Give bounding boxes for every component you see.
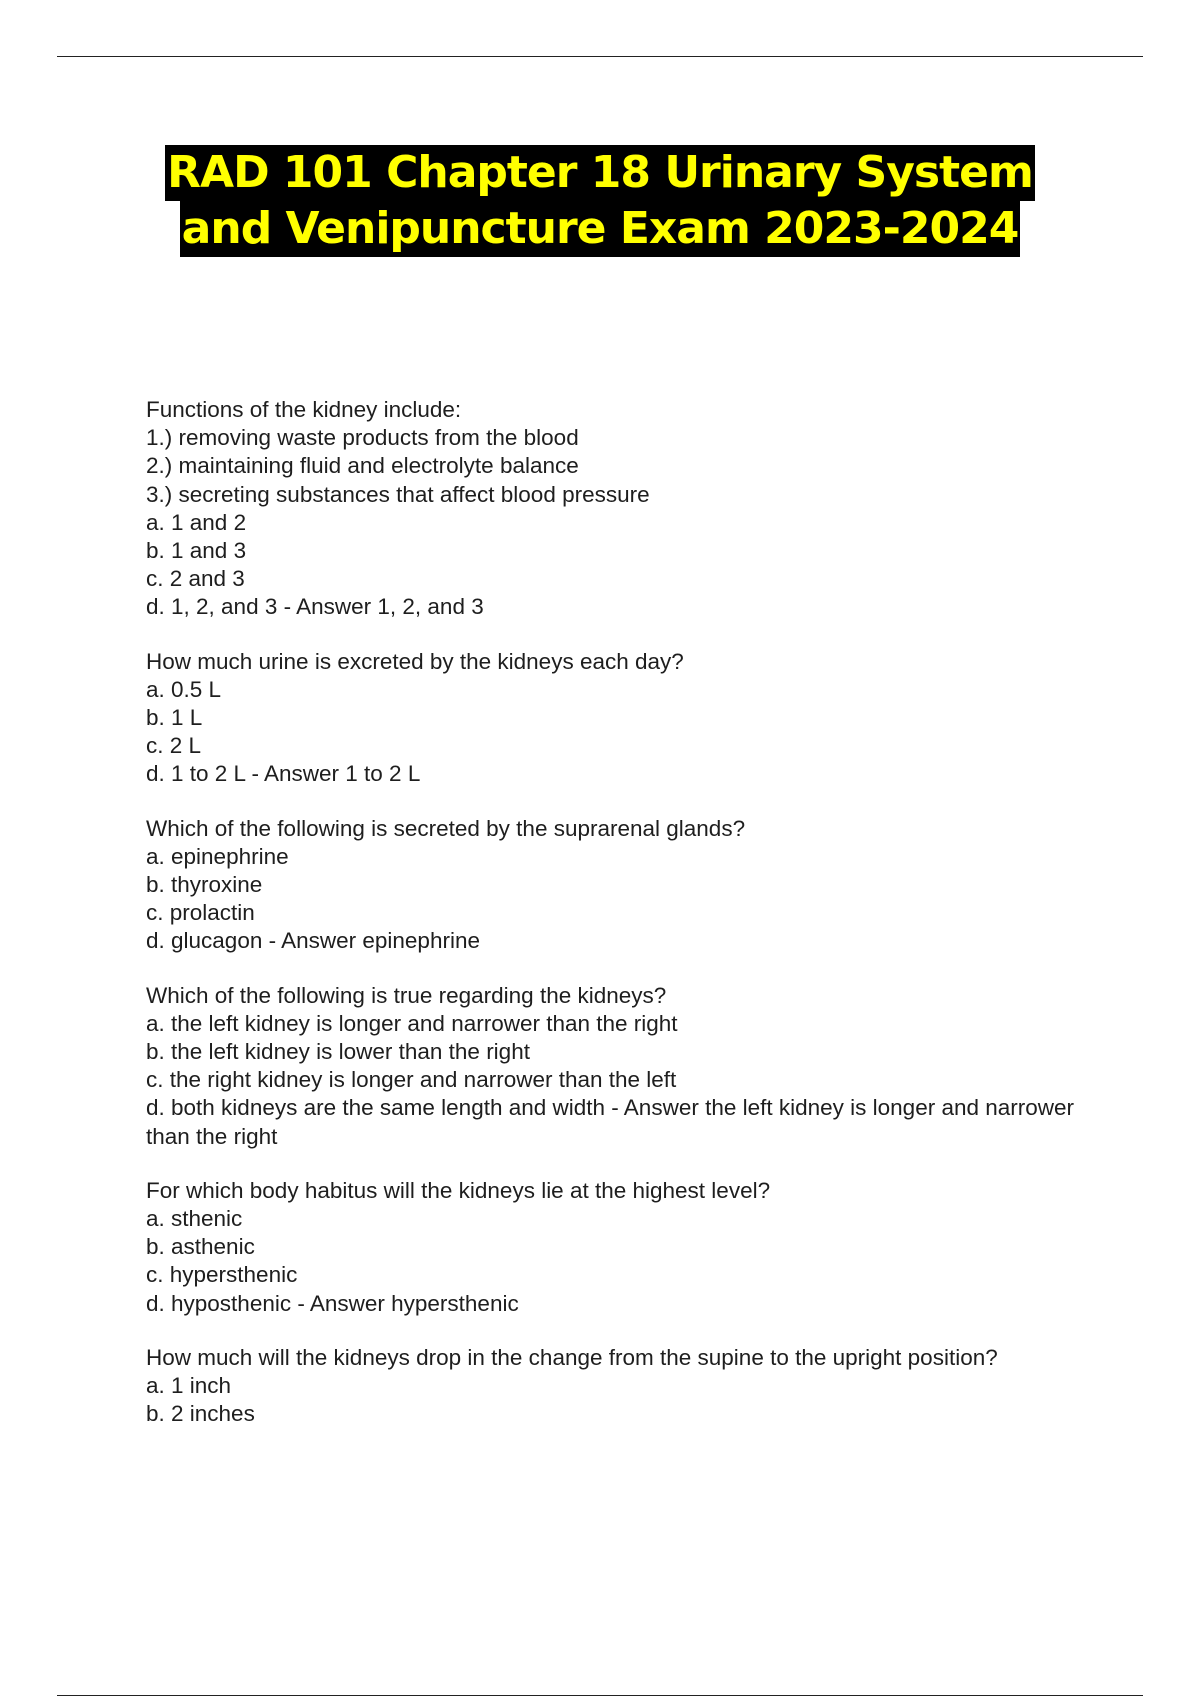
answer-option: b. asthenic <box>146 1234 255 1260</box>
answer-option: a. 1 inch <box>146 1373 232 1399</box>
answer-option-with-answer: d. glucagon - Answer epinephrine <box>146 928 480 954</box>
question-prompt: For which body habitus will the kidneys lie at the highest level? <box>146 1177 771 1203</box>
answer-option: b. thyroxine <box>146 872 263 898</box>
question-block-5 <box>146 1177 1086 1318</box>
answer-option-with-answer: d. hyposthenic - Answer hypersthenic <box>146 1290 519 1316</box>
top-rule <box>57 56 1143 57</box>
answer-option-with-answer: d. both kidneys are the same length and width - Answer the left kidney is longer and narrower than the right <box>146 1095 1075 1149</box>
question-prompt: Functions of the kidney include: <box>146 397 462 422</box>
answer-option: b. 1 L <box>146 705 203 731</box>
answer-option-with-answer: d. 1 to 2 L - Answer 1 to 2 L <box>146 761 421 787</box>
answer-option: b. 2 inches <box>146 1401 255 1427</box>
question-block-6 <box>146 1344 1086 1429</box>
question-statement: 2.) maintaining fluid and electrolyte balance <box>146 453 579 479</box>
question-prompt: Which of the following is secreted by the suprarenal glands? <box>146 815 746 841</box>
question-prompt: How much will the kidneys drop in the change from the supine to the upright position? <box>146 1344 998 1370</box>
question-block-4 <box>146 982 1086 1151</box>
answer-option: c. prolactin <box>146 900 255 926</box>
answer-option: a. epinephrine <box>146 843 289 869</box>
title-line-2: and Venipuncture Exam 2023-2024 <box>180 201 1021 257</box>
document-title <box>0 145 1200 257</box>
question-block-3 <box>146 815 1086 956</box>
answer-option: c. 2 L <box>146 733 202 759</box>
answer-option: b. the left kidney is lower than the right <box>146 1039 530 1065</box>
answer-option: c. 2 and 3 <box>146 566 245 592</box>
question-statement: 1.) removing waste products from the blood <box>146 425 579 451</box>
question-statement: 3.) secreting substances that affect blood pressure <box>146 481 650 507</box>
answer-option: b. 1 and 3 <box>146 538 247 564</box>
answer-option: a. the left kidney is longer and narrower than the right <box>146 1010 678 1036</box>
answer-option: a. sthenic <box>146 1206 243 1232</box>
title-line-1: RAD 101 Chapter 18 Urinary System <box>165 145 1035 201</box>
question-block-1 <box>146 396 1086 622</box>
question-block-2 <box>146 648 1086 789</box>
bottom-rule <box>57 1695 1143 1696</box>
question-prompt: How much urine is excreted by the kidneys each day? <box>146 648 684 674</box>
answer-option: c. the right kidney is longer and narrower than the left <box>146 1067 677 1093</box>
answer-option: a. 0.5 L <box>146 676 222 702</box>
question-prompt: Which of the following is true regarding the kidneys? <box>146 982 667 1008</box>
question-list <box>146 396 1086 1455</box>
answer-option-with-answer: d. 1, 2, and 3 - Answer 1, 2, and 3 <box>146 594 484 620</box>
answer-option: a. 1 and 2 <box>146 509 247 535</box>
answer-option: c. hypersthenic <box>146 1262 298 1288</box>
